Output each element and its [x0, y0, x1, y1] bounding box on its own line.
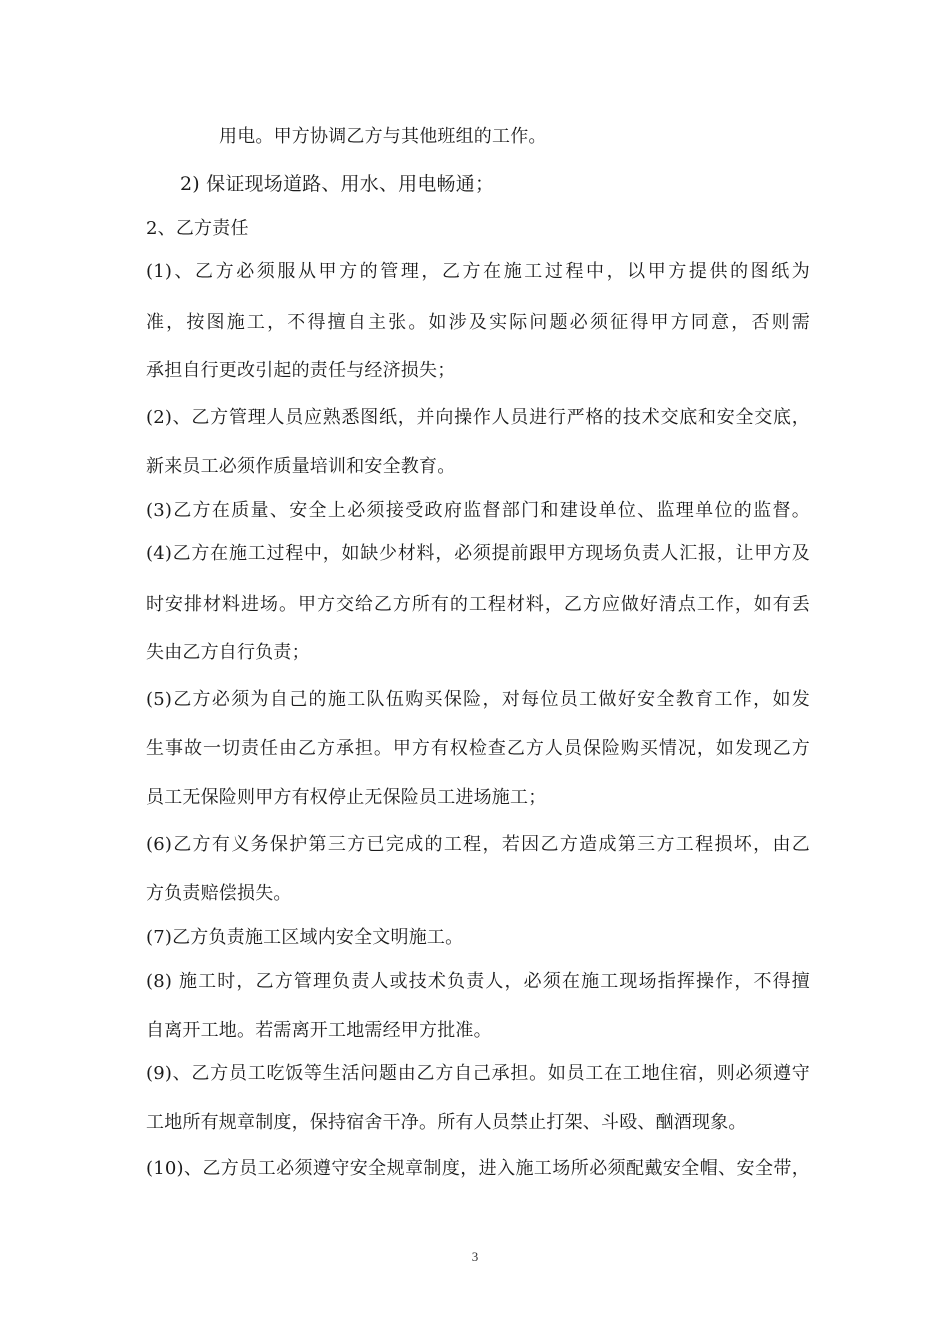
text-line: 工地所有规章制度，保持宿舍干净。所有人员禁止打架、斗殴、酗酒现象。 — [146, 1112, 747, 1133]
text-line: 生事故一切责任由乙方承担。甲方有权检查乙方人员保险购买情况，如发现乙方 — [146, 738, 810, 759]
text-line: 用电。甲方协调乙方与其他班组的工作。 — [219, 126, 547, 147]
text-line: 时安排材料进场。甲方交给乙方所有的工程材料，乙方应做好清点工作，如有丢 — [146, 594, 810, 615]
section-heading: 2、乙方责任 — [146, 218, 249, 239]
text-line: (10)、乙方员工必须遵守安全规章制度，进入施工场所必须配戴安全帽、安全带， — [146, 1158, 810, 1179]
text-line: 准，按图施工，不得擅自主张。如涉及实际问题必须征得甲方同意，否则需 — [146, 312, 810, 333]
text-line: (8) 施工时，乙方管理负责人或技术负责人，必须在施工现场指挥操作，不得擅 — [146, 971, 810, 992]
text-line: (2)、乙方管理人员应熟悉图纸，并向操作人员进行严格的技术交底和安全交底， — [146, 407, 810, 428]
page-number: 3 — [471, 1249, 479, 1264]
text-line: (5)乙方必须为自己的施工队伍购买保险，对每位员工做好安全教育工作，如发 — [146, 689, 810, 710]
text-line: (7)乙方负责施工区域内安全文明施工。 — [146, 927, 464, 948]
text-line: 失由乙方自行负责； — [146, 642, 310, 663]
text-line: 2) 保证现场道路、用水、用电畅通； — [180, 173, 495, 195]
text-line: (1)、乙方必须服从甲方的管理，乙方在施工过程中，以甲方提供的图纸为 — [146, 261, 810, 282]
text-line: (4)乙方在施工过程中，如缺少材料，必须提前跟甲方现场负责人汇报，让甲方及 — [146, 543, 810, 564]
text-line: 自离开工地。若需离开工地需经甲方批准。 — [146, 1020, 492, 1041]
text-line: (3)乙方在质量、安全上必须接受政府监督部门和建设单位、监理单位的监督。 — [146, 500, 810, 521]
text-line: 承担自行更改引起的责任与经济损失； — [146, 360, 456, 381]
text-line: 员工无保险则甲方有权停止无保险员工进场施工； — [146, 787, 547, 808]
text-line: 方负责赔偿损失。 — [146, 883, 292, 904]
text-line: (6)乙方有义务保护第三方已完成的工程，若因乙方造成第三方工程损坏，由乙 — [146, 834, 810, 855]
text-line: (9)、乙方员工吃饭等生活问题由乙方自己承担。如员工在工地住宿，则必须遵守 — [146, 1063, 810, 1084]
text-line: 新来员工必须作质量培训和安全教育。 — [146, 456, 456, 477]
